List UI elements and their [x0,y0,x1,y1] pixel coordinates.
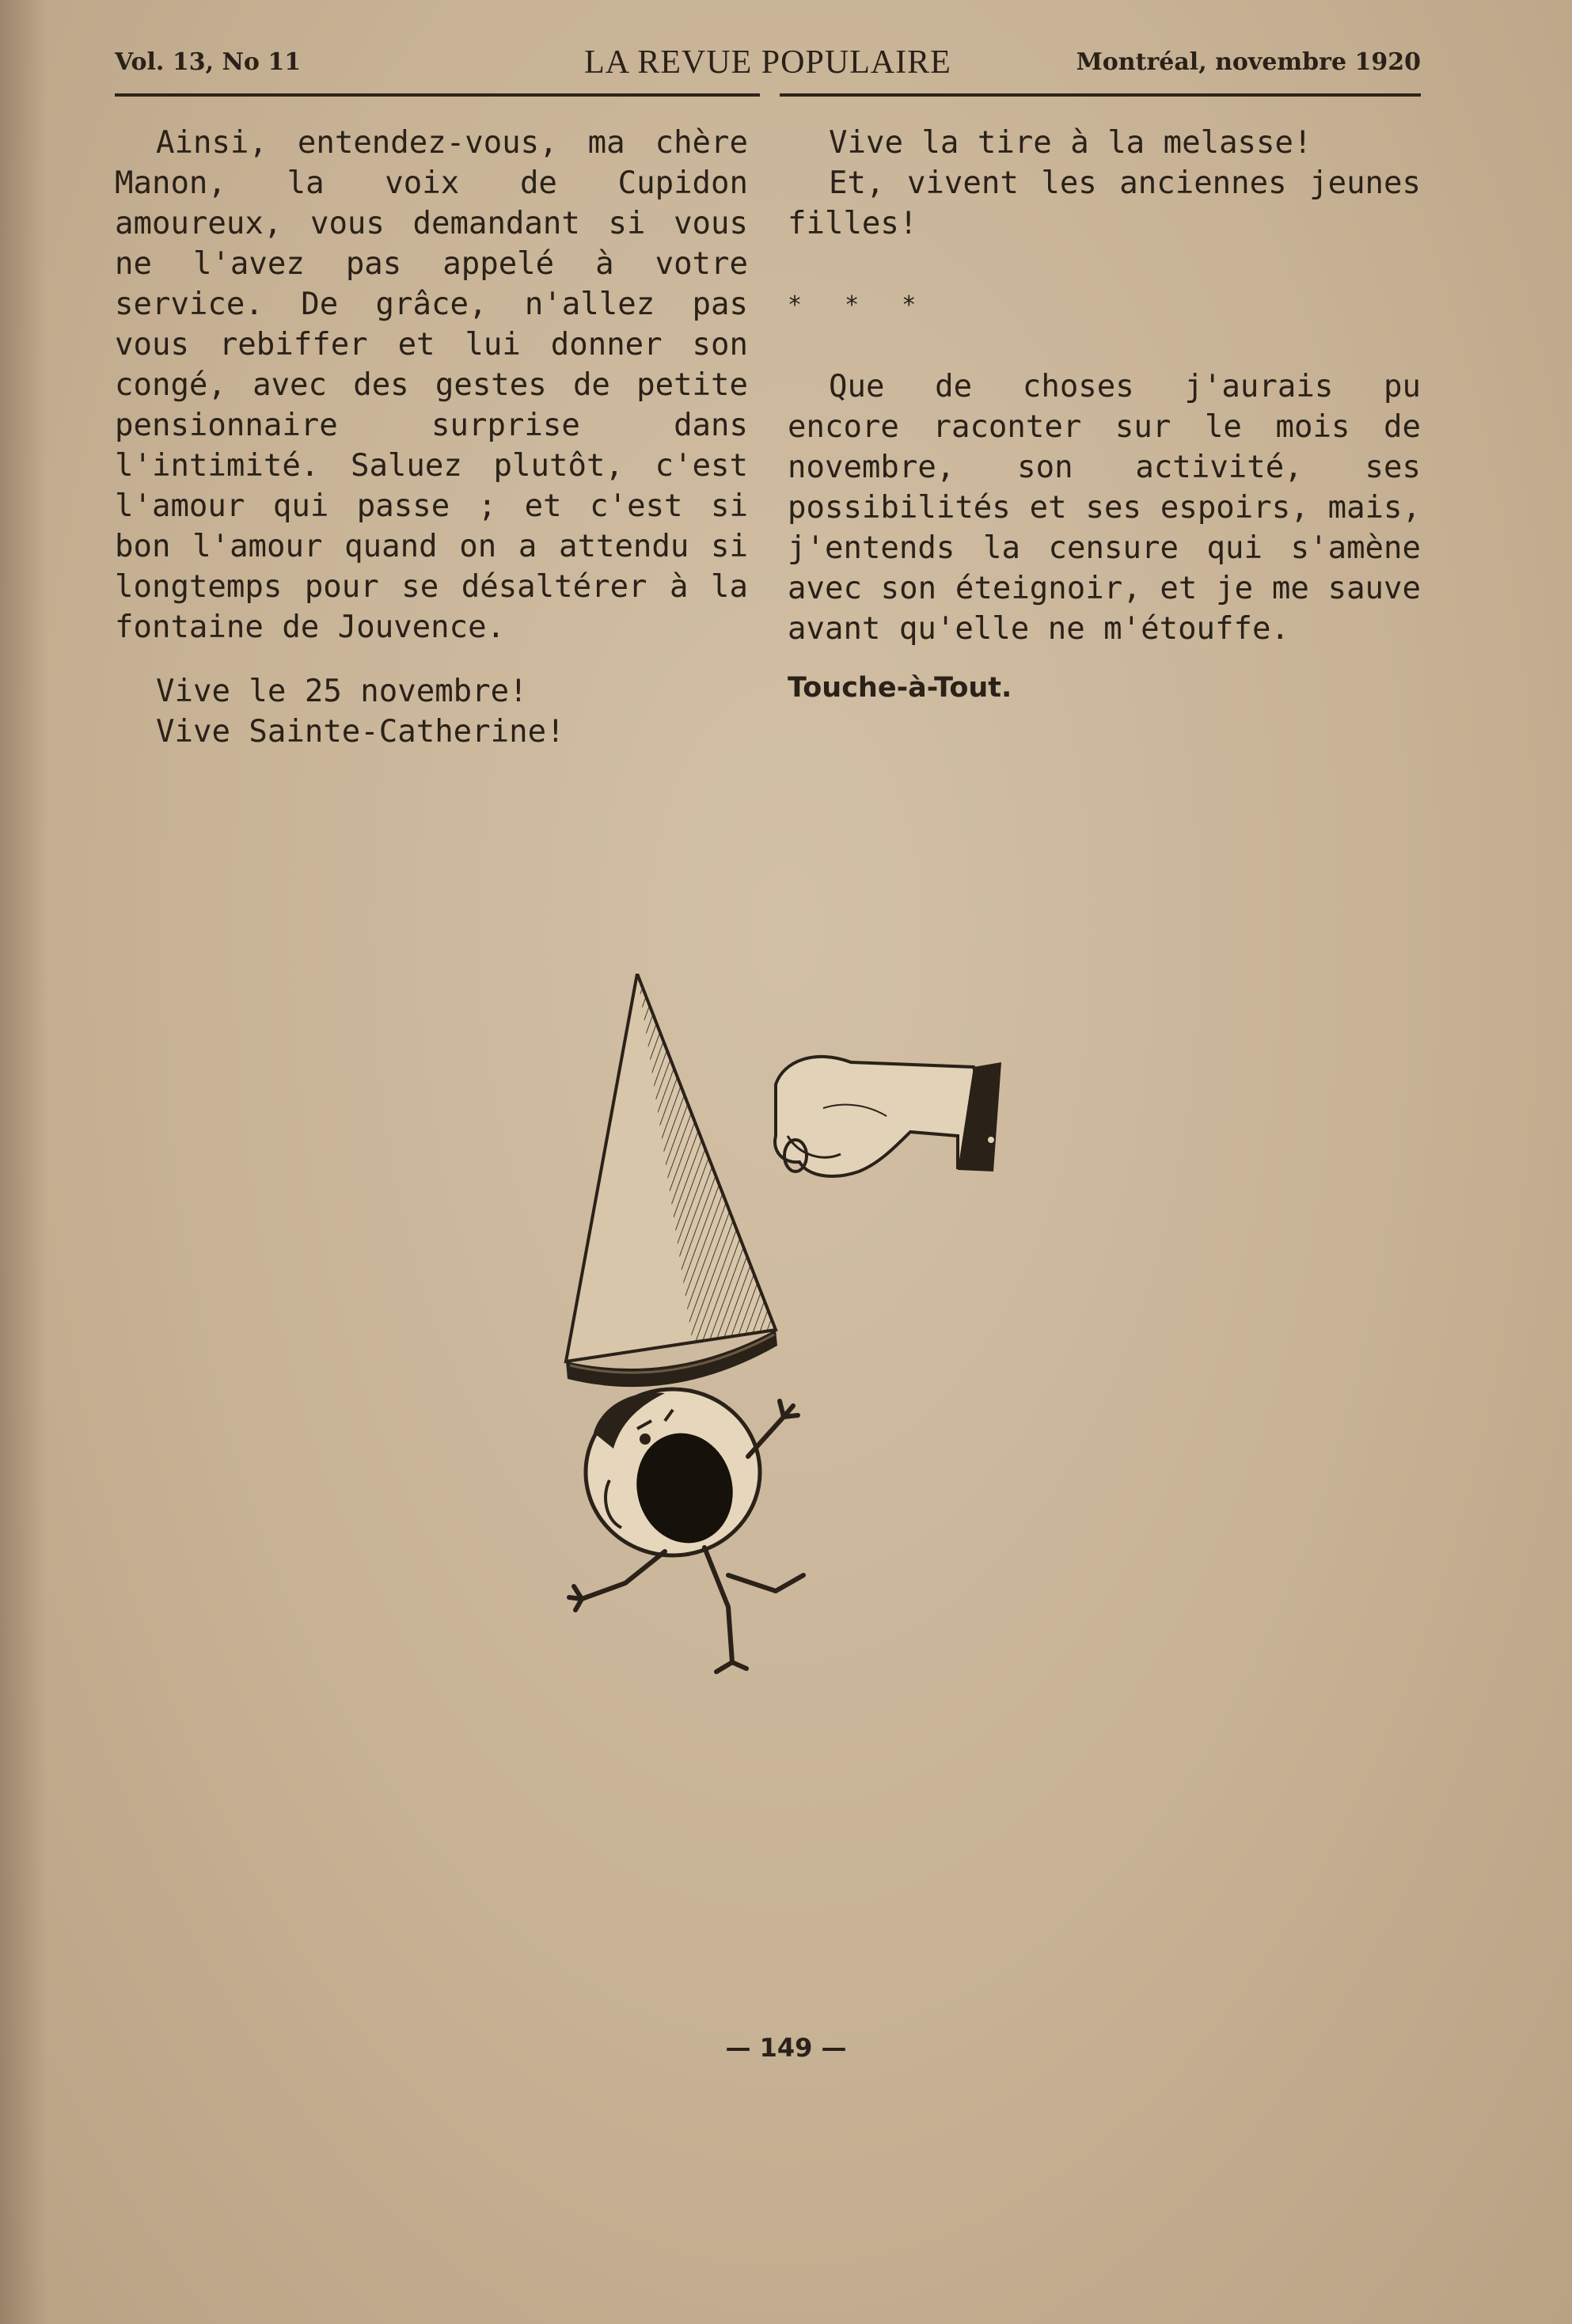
body-paragraph: Ainsi, entendez-vous, ma chère Manon, la voix de Cupidon amoureux, vous demandant si vous ne l'avez pas appelé à votre service. De grâce, n'allez pas vous rebiffer et lui donner son congé, avec des gestes de petite pensionnaire surprise dans l'intimité. Saluez plutôt, c'est l'amour qui passe ; et c'est si bon l'amour quand on a attendu si longtemps pour se désaltérer à la fontaine de Jouvence. [115,125,748,645]
snuffer-cone-over-screaming-figure-icon [546,974,1037,1702]
right-column [788,123,1421,708]
place-and-date: Montréal, novembre 1920 [1076,48,1421,76]
paragraph-gap [115,647,748,671]
exclamation-line: Et, vivent les anciennes jeunes filles! [788,165,1421,241]
exclamation-line: Vive le 25 novembre! [156,674,528,709]
running-header [115,44,1421,91]
snuffer-cone [566,974,777,1387]
screaming-head [586,1389,760,1555]
exclamation-line: Vive la tire à la melasse! [829,125,1312,161]
page-number: — 149 — [725,2033,847,2063]
page-edge-shadow [0,0,47,2324]
author-signature: Touche-à-Tout. [788,672,1012,704]
hand-holding-cone [775,1057,1001,1176]
publication-title: LA REVUE POPULAIRE [584,44,951,81]
body-paragraph: Que de choses j'aurais pu encore raconter sur le mois de novembre, son activité, ses possibilités et ses espoirs, mais, j'entends la censure qui s'amène avec son éteignoir, et je me sauve avant qu'elle ne m'étouffe. [788,369,1421,647]
exclamation-line: Vive Sainte-Catherine! [156,714,565,750]
section-separator: * * * [788,291,931,319]
header-rule-left [115,93,760,97]
volume-number: Vol. 13, No 11 [115,48,302,76]
header-rule-right [780,93,1421,97]
left-column [115,123,748,752]
